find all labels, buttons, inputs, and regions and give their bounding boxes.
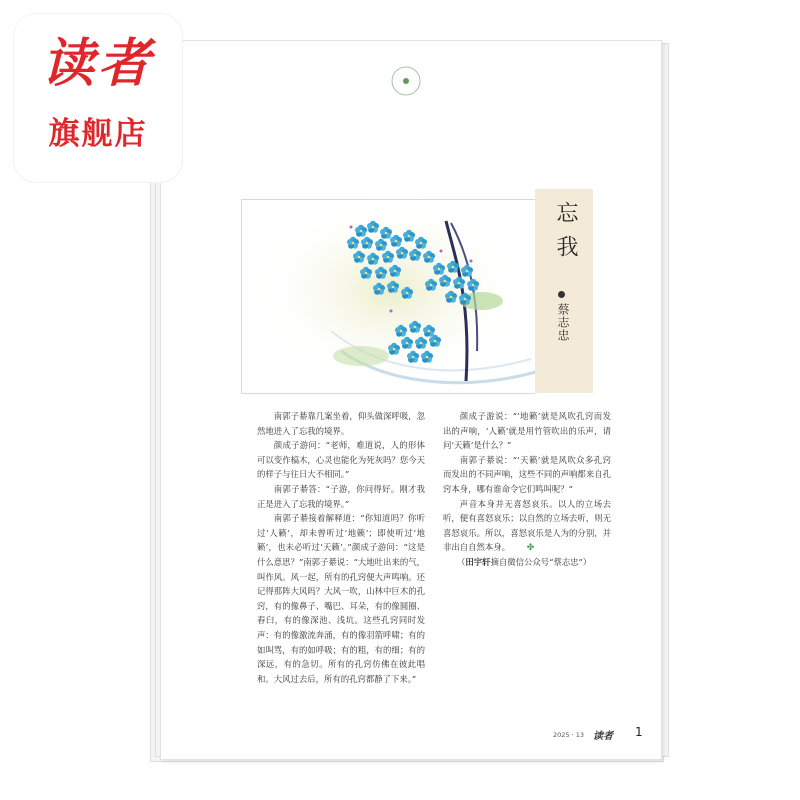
section-emblem [383, 65, 429, 101]
paragraph: 南郭子綦说：“‘天籁’就是风吹众多孔窍而发出的不同声响，这些不同的声响都来自孔窍本身，哪有谁命令它们鸣叫呢？” [443, 454, 611, 494]
paragraph: 南郭子綦答：“子游，你问得好。刚才我正是进入了忘我的境界。” [257, 483, 425, 509]
magazine-page [160, 40, 662, 760]
author-bullet [558, 291, 565, 298]
paragraph [443, 497, 611, 555]
credit-source: 摘自微信公众号“蔡志忠”） [490, 556, 592, 567]
issue-number: 2025 · 13 [553, 731, 585, 739]
paragraph: 颜成子游问：“老师，难道说，人的形体可以变作槁木，心灵也能化为死灰吗？您今天的样子与往日大不相同。” [257, 440, 425, 480]
credit-name: 田宇轩 [465, 556, 491, 567]
paragraph: 颜成子游说：“‘地籁’就是风吹孔窍而发出的声响，‘人籁’就是用竹管吹出的乐声，请问‘天籁’是什么？” [443, 411, 611, 451]
end-mark-leaf-icon: ✤ [526, 543, 535, 554]
article-title: 忘我 [553, 201, 578, 269]
page-number: 1 [635, 725, 643, 739]
footer-logo: 读者 [593, 731, 613, 742]
paragraph: 南郭子綦接着解释道：“你知道吗？你听过‘人籁’，却未曾听过‘地籁’；即使听过‘地籁’，也未必听过‘天籁’。”颜成子游问：“这是什么意思？”南郭子綦说：“大地吐出来的气，叫作风。风一起，所有的孔窍便大声鸣响。还记得那阵大风吗？大风一吹，山林中巨木的孔窍，有的像鼻子、嘴巴、耳朵，有的像圆圈、舂臼，有的像深池、浅坑。这些孔窍同时发声：有的像激流奔涌，有的像羽箭呼啸；有的如叫骂，有的如呼吸；有的粗，有的细；有的深远，有的急切。所有的孔窍仿佛在彼此唱和。大风过去后，所有的孔窍都静了下来。” [257, 513, 425, 684]
frame-bottom-line [241, 393, 535, 394]
source-credit [443, 555, 611, 570]
paragraph: 南郭子綦靠几案坐着，仰头做深呼吸，忽然地进入了忘我的境界。 [257, 411, 425, 436]
article-author: 蔡志忠 [556, 303, 570, 342]
flagship-store-label: 旗舰店 [48, 116, 148, 152]
forget-me-not-illustration [241, 181, 539, 391]
credit-open: （ [457, 556, 466, 567]
paragraph-text: 声音本身并无喜怒哀乐。以人的立场去听，便有喜怒哀乐；以自然的立场去听，则无喜怒哀乐。所以，喜怒哀乐是人为的分别，并非出自自然本身。 [443, 498, 611, 553]
emblem-icon [383, 65, 429, 101]
brand-logo: 读者 [41, 33, 154, 94]
store-badge [14, 14, 182, 182]
text-column-left [257, 409, 425, 686]
text-column-right [443, 409, 611, 570]
